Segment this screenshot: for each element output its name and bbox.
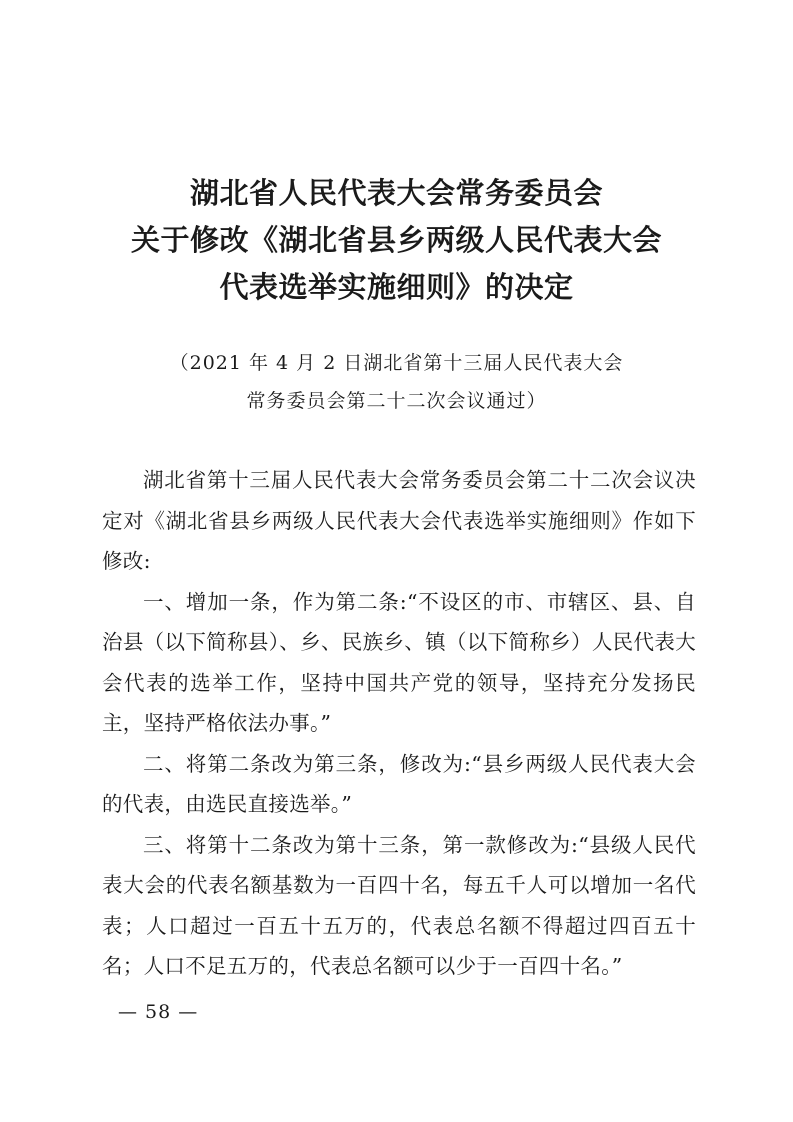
title-line-2: 关于修改《湖北省县乡两级人民代表大会 — [130, 223, 662, 257]
document-body — [102, 460, 696, 987]
paragraph-amendment-2: 二、将第二条改为第三条，修改为:“县乡两级人民代表大会的代表，由选民直接选举。” — [102, 751, 696, 816]
paragraph-preamble: 湖北省第十三届人民代表大会常务委员会第二十二次会议决定对《湖北省县乡两级人民代表大会代表选举实施细则》作如下修改: — [102, 468, 696, 573]
title-line-1: 湖北省人民代表大会常务委员会 — [189, 176, 603, 210]
document-title — [0, 170, 793, 311]
paragraph-amendment-1: 一、增加一条，作为第二条:“不设区的市、市辖区、县、自治县（以下简称县）、乡、民族乡、镇（以下简称乡）人民代表大会代表的选举工作，坚持中国共产党的领导，坚持充分发扬民主，坚持严格依法办事。” — [102, 589, 696, 735]
adoption-note-line-2: 常务委员会第二十二次会议通过） — [246, 390, 547, 412]
adoption-note — [0, 344, 793, 420]
page-number: — 58 — — [118, 1001, 199, 1023]
adoption-note-line-1: （2021 年 4 月 2 日湖北省第十三届人民代表大会 — [169, 352, 624, 374]
title-line-3: 代表选举实施细则》的决定 — [219, 270, 574, 304]
paragraph-amendment-3: 三、将第十二条改为第十三条，第一款修改为:“县级人民代表大会的代表名额基数为一百四十名，每五千人可以增加一名代表；人口超过一百五十五万的，代表总名额不得超过四百五十名；人口不足五万的，代表总名额可以少于一百四十名。” — [102, 832, 696, 978]
